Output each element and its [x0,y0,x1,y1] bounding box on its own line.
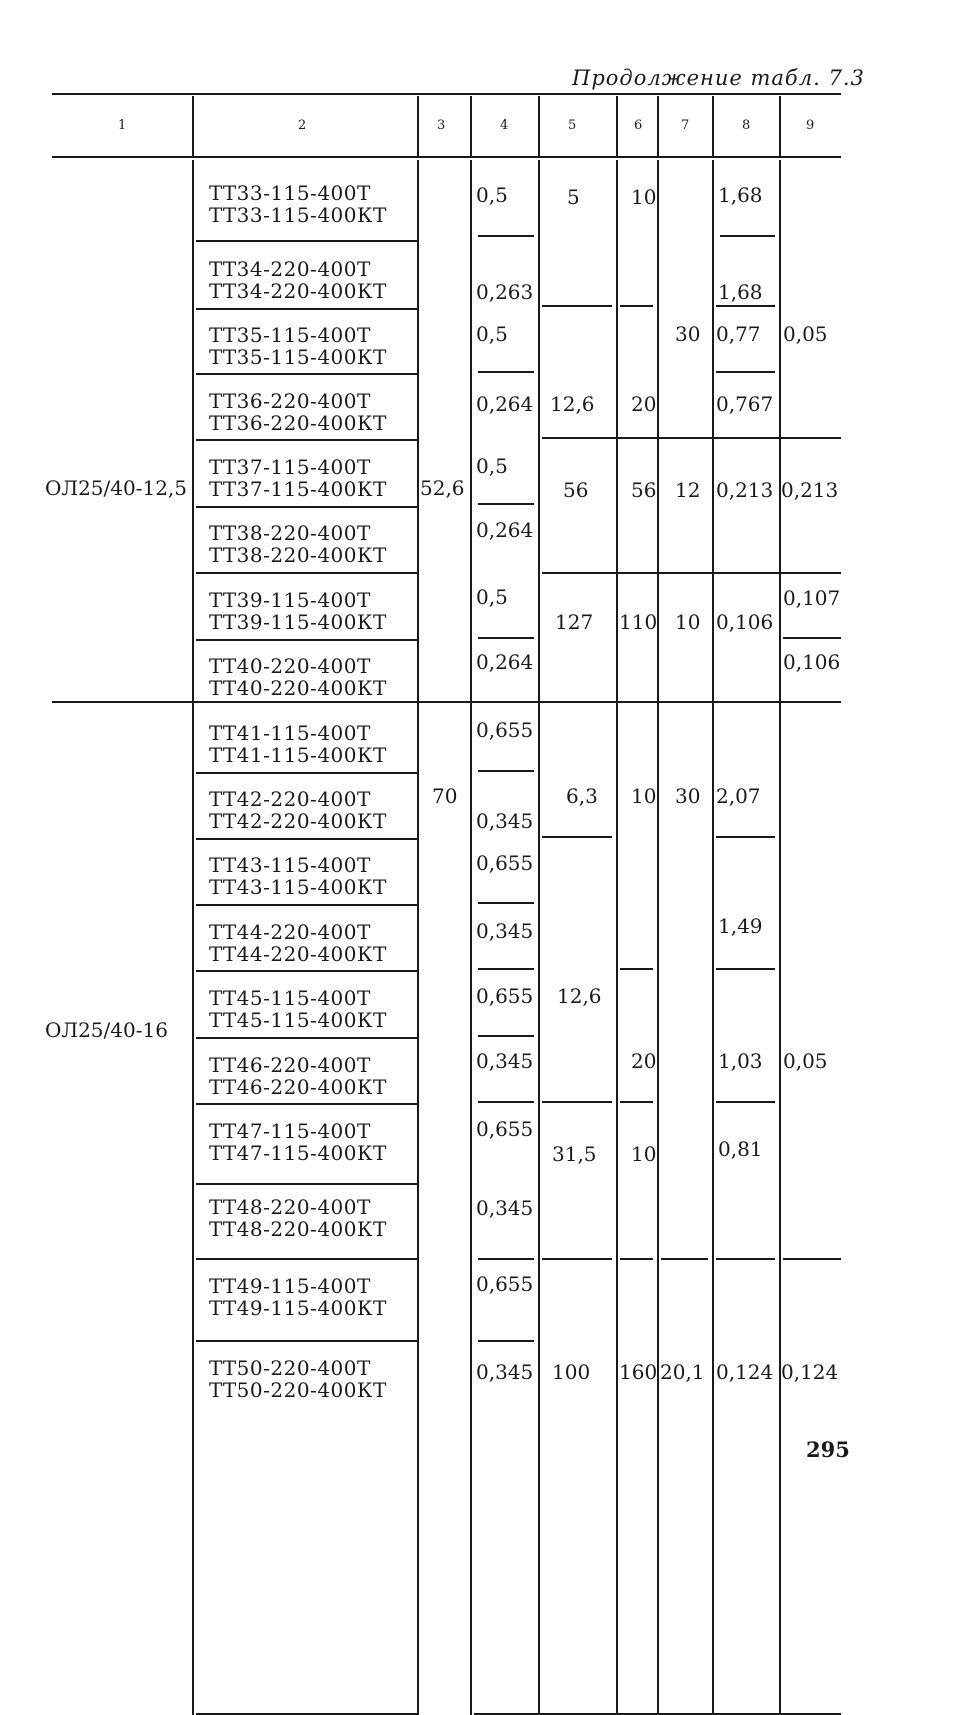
header-col-6: 6 [634,118,643,133]
col4-value: 0,263 [476,280,534,304]
cell-divider [478,1258,534,1260]
column-separator [616,160,618,1715]
col8-value: 0,81 [718,1137,763,1161]
type-designation: ТТ46-220-400Т ТТ46-220-400КТ [209,1053,387,1099]
cell-divider [478,968,534,970]
cell-divider [478,1340,534,1342]
col4-value: 0,345 [476,919,534,943]
row-divider [196,772,417,774]
type-designation: ТТ50-220-400Т ТТ50-220-400КТ [209,1356,387,1402]
col9-value: 0,05 [783,322,828,346]
cell-divider [478,235,534,237]
col7-value: 20,1 [660,1360,705,1384]
col5-value: 56 [563,478,589,502]
col9-value: 0,124 [781,1360,839,1384]
header-separator [779,96,781,156]
header-separator [192,96,194,156]
col6-value: 10 [631,1142,657,1166]
type-designation: ТТ34-220-400Т ТТ34-220-400КТ [209,257,387,303]
header-col-7: 7 [681,118,690,133]
page-number: 295 [806,1437,850,1462]
col8-value: 1,68 [718,280,763,304]
col5-value: 6,3 [566,784,598,808]
type-designation: ТТ40-220-400Т ТТ40-220-400КТ [209,654,387,700]
cell-divider [716,1101,775,1103]
header-col-5: 5 [568,118,577,133]
col4-value: 0,655 [476,1117,534,1141]
col5-value: 31,5 [552,1142,597,1166]
type-designation: ТТ39-115-400Т ТТ39-115-400КТ [209,588,387,634]
col4-value: 0,5 [476,183,508,207]
type-designation: ТТ43-115-400Т ТТ43-115-400КТ [209,853,387,899]
col8-value: 2,07 [716,784,761,808]
row-divider [196,639,417,641]
col8-value: 0,213 [716,478,774,502]
cell-divider [542,1101,612,1103]
group-separator-rule [52,701,841,703]
row-divider [196,572,417,574]
cell-divider [620,968,653,970]
cell-divider [542,437,841,439]
cell-divider [478,1035,534,1037]
type-designation: ТТ33-115-400Т ТТ33-115-400КТ [209,181,387,227]
row-divider [196,240,417,242]
column-separator [712,160,714,1715]
type-designation: ТТ37-115-400Т ТТ37-115-400КТ [209,455,387,501]
col6-value: 160 [619,1360,658,1384]
cell-divider [478,371,534,373]
header-separator [538,96,540,156]
table-caption: Продолжение табл. 7.3 [572,66,865,90]
col6-value: 56 [631,478,657,502]
cell-divider [716,305,775,307]
col4-value: 0,264 [476,650,534,674]
header-col-8: 8 [742,118,751,133]
col4-value: 0,264 [476,518,534,542]
col6-value: 20 [631,392,657,416]
col8-value: 0,77 [716,322,761,346]
col4-value: 0,655 [476,718,534,742]
cell-divider [620,1258,653,1260]
type-designation: ТТ44-220-400Т ТТ44-220-400КТ [209,920,387,966]
group-name: ОЛ25/40-12,5 [45,476,188,500]
col4-value: 0,655 [476,851,534,875]
row-divider [196,1183,417,1185]
type-designation: ТТ38-220-400Т ТТ38-220-400КТ [209,521,387,567]
col6-value: 10 [631,784,657,808]
column-separator [538,160,540,1715]
cell-divider [783,1258,841,1260]
column-separator [470,160,472,1715]
row-divider [196,308,417,310]
header-separator [470,96,472,156]
type-designation: ТТ41-115-400Т ТТ41-115-400КТ [209,721,387,767]
col4-value: 0,5 [476,585,508,609]
column-separator [192,160,194,1715]
type-designation: ТТ36-220-400Т ТТ36-220-400КТ [209,389,387,435]
col7-value: 12 [675,478,701,502]
col8-value: 0,124 [716,1360,774,1384]
row-divider [196,506,417,508]
type-designation: ТТ35-115-400Т ТТ35-115-400КТ [209,323,387,369]
header-col-2: 2 [298,118,307,133]
type-designation: ТТ49-115-400Т ТТ49-115-400КТ [209,1274,387,1320]
cell-divider [716,836,775,838]
row-divider [196,373,417,375]
cell-divider [542,305,612,307]
col7-value: 30 [675,322,701,346]
column-separator [779,160,781,1715]
col5-value: 12,6 [550,392,595,416]
group-col3-value: 52,6 [420,476,465,500]
cell-divider [783,637,841,639]
col7-value: 10 [675,610,701,634]
col5-value: 5 [567,185,580,209]
group-col3-value: 70 [432,784,458,808]
col7-value: 30 [675,784,701,808]
cell-divider [478,902,534,904]
col4-value: 0,345 [476,1049,534,1073]
header-col-3: 3 [437,118,446,133]
cell-divider [542,1258,612,1260]
col9-value: 0,106 [783,650,841,674]
col4-value: 0,345 [476,1360,534,1384]
cell-divider [542,572,841,574]
col9-value: 0,05 [783,1049,828,1073]
group-name: ОЛ25/40-16 [45,1018,168,1042]
column-separator [417,160,419,1715]
header-separator [616,96,618,156]
col9-value: 0,107 [783,586,841,610]
row-divider [196,904,417,906]
cell-divider [661,1258,708,1260]
col4-value: 0,5 [476,454,508,478]
cell-divider [620,1101,653,1103]
col4-value: 0,655 [476,1272,534,1296]
col4-value: 0,655 [476,984,534,1008]
col8-value: 0,767 [716,392,774,416]
row-divider [196,970,417,972]
header-separator [712,96,714,156]
header-top-rule [52,93,841,95]
cell-divider [478,1101,534,1103]
column-separator [657,160,659,1715]
header-bottom-rule [52,156,841,158]
cell-divider [716,371,775,373]
cell-divider [716,968,775,970]
col4-value: 0,264 [476,392,534,416]
type-designation: ТТ47-115-400Т ТТ47-115-400КТ [209,1119,387,1165]
col4-value: 0,5 [476,322,508,346]
col6-value: 110 [619,610,658,634]
col8-value: 1,68 [718,183,763,207]
cell-divider [716,1258,775,1260]
row-divider [196,439,417,441]
cell-divider [542,836,612,838]
row-divider [196,1037,417,1039]
col9-value: 0,213 [781,478,839,502]
col6-value: 10 [631,185,657,209]
col8-value: 0,106 [716,610,774,634]
row-divider [196,1103,417,1105]
header-separator [657,96,659,156]
col4-value: 0,345 [476,809,534,833]
row-divider [196,1258,417,1260]
header-col-1: 1 [118,118,127,133]
type-designation: ТТ45-115-400Т ТТ45-115-400КТ [209,986,387,1032]
cell-divider [620,305,653,307]
col8-value: 1,49 [718,914,763,938]
cell-divider [720,235,775,237]
col5-value: 12,6 [557,984,602,1008]
cell-divider [478,770,534,772]
row-divider [196,1340,417,1342]
col5-value: 127 [555,610,594,634]
col6-value: 20 [631,1049,657,1073]
header-separator [417,96,419,156]
type-designation: ТТ48-220-400Т ТТ48-220-400КТ [209,1195,387,1241]
header-col-4: 4 [500,118,509,133]
type-designation: ТТ42-220-400Т ТТ42-220-400КТ [209,787,387,833]
col4-value: 0,345 [476,1196,534,1220]
cell-divider [478,637,534,639]
col8-value: 1,03 [718,1049,763,1073]
cell-divider [478,503,534,505]
row-divider [196,838,417,840]
col5-value: 100 [552,1360,591,1384]
header-col-9: 9 [806,118,815,133]
